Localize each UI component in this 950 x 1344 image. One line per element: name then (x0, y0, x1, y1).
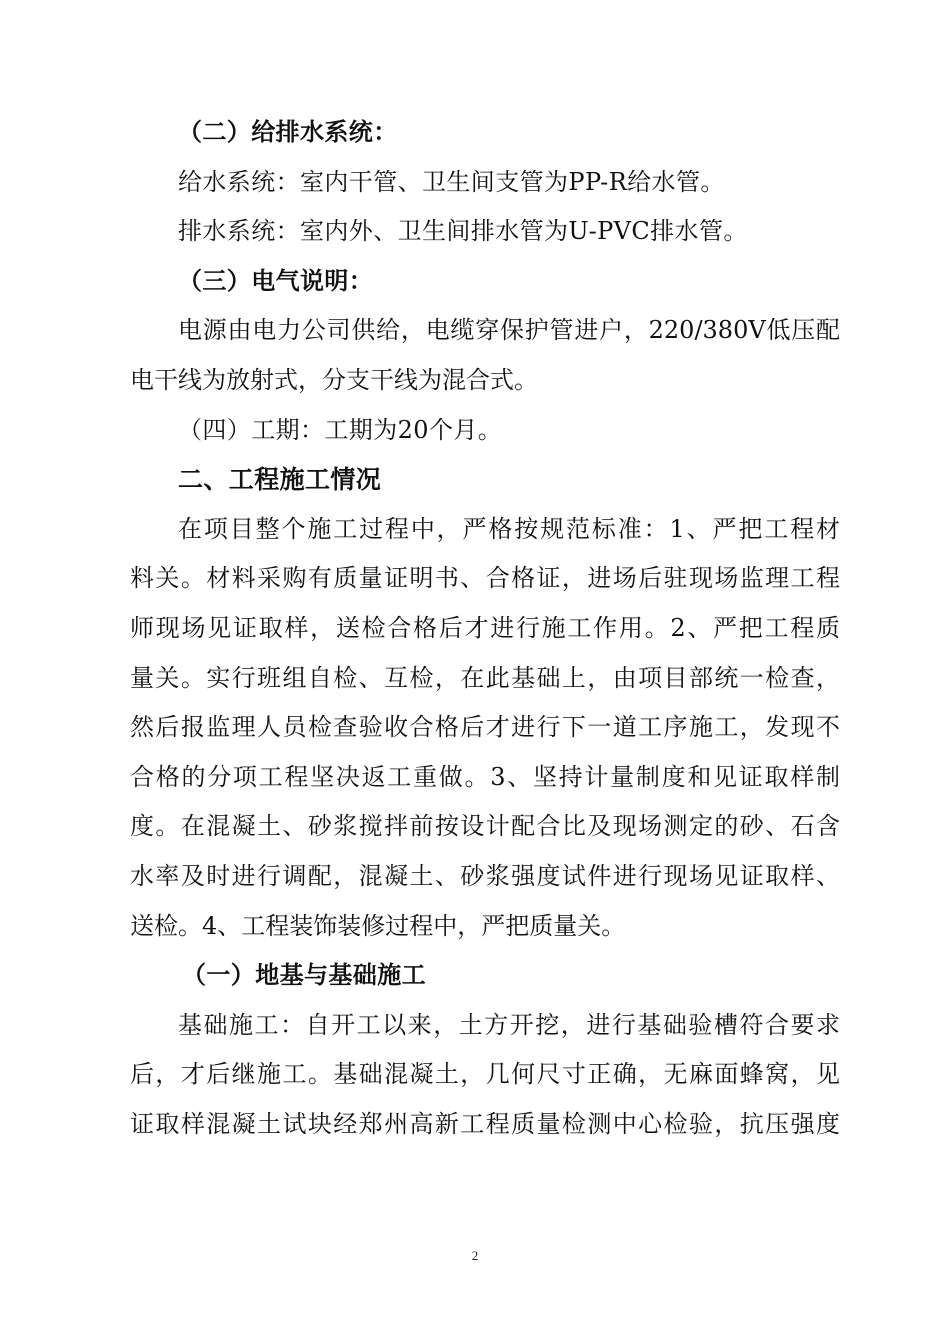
text-line-paragraph2-1: 基础施工：自开工以来，土方开挖，进行基础验槽符合要求 (178, 1010, 840, 1039)
text-line-paragraph1-9: 送检。4、工程装饰装修过程中，严把质量关。 (130, 911, 626, 940)
section-heading-electrical: （三）电气说明： (178, 266, 374, 295)
text-line-paragraph1-6: 合格的分项工程坚决返工重做。3、坚持计量制度和见证取样制 (130, 762, 840, 791)
text-line-paragraph1-5: 然后报监理人员检查验收合格后才进行下一道工序施工，发现不 (130, 713, 840, 742)
text-line-paragraph1-1: 在项目整个施工过程中，严格按规范标准：1、严把工程材 (178, 514, 840, 543)
text-line-paragraph1-3: 师现场见证取样，送检合格后才进行施工作用。2、严把工程质 (130, 613, 840, 642)
text-line-water-drainage: 排水系统：室内外、卫生间排水管为U-PVC排水管。 (178, 217, 748, 246)
text-line-paragraph2-3: 证取样混凝土试块经郑州高新工程质量检测中心检验，抗压强度 (130, 1109, 840, 1138)
text-line-water-supply: 给水系统：室内干管、卫生间支管为PP-R给水管。 (178, 167, 725, 196)
section-heading-water-system: （二）给排水系统： (178, 118, 398, 146)
text-line-paragraph2-2: 后，才后继施工。基础混凝土，几何尺寸正确，无麻面蜂窝，见 (130, 1060, 840, 1089)
text-line-construction-period: （四）工期：工期为20个月。 (178, 415, 503, 444)
document-body (130, 108, 840, 1149)
text-line-paragraph1-7: 度。在混凝土、砂浆搅拌前按设计配合比及现场测定的砂、石含 (130, 812, 840, 841)
text-line-paragraph1-2: 料关。材料采购有质量证明书、合格证，进场后驻现场监理工程 (130, 564, 840, 593)
section-heading-foundation: （一）地基与基础施工 (182, 961, 426, 990)
section-heading-construction: 二、工程施工情况 (178, 465, 382, 495)
text-line-electrical-1: 电源由电力公司供给，电缆穿保护管进户，220/380V低压配 (178, 316, 840, 345)
text-line-paragraph1-8: 水率及时进行调配，混凝土、砂浆强度试件进行现场见证取样、 (130, 861, 840, 890)
text-line-electrical-2: 电干线为放射式，分支干线为混合式。 (130, 365, 538, 394)
text-line-paragraph1-4: 量关。实行班组自检、互检，在此基础上，由项目部统一检查， (130, 663, 840, 692)
page-number: 2 (471, 1248, 479, 1263)
